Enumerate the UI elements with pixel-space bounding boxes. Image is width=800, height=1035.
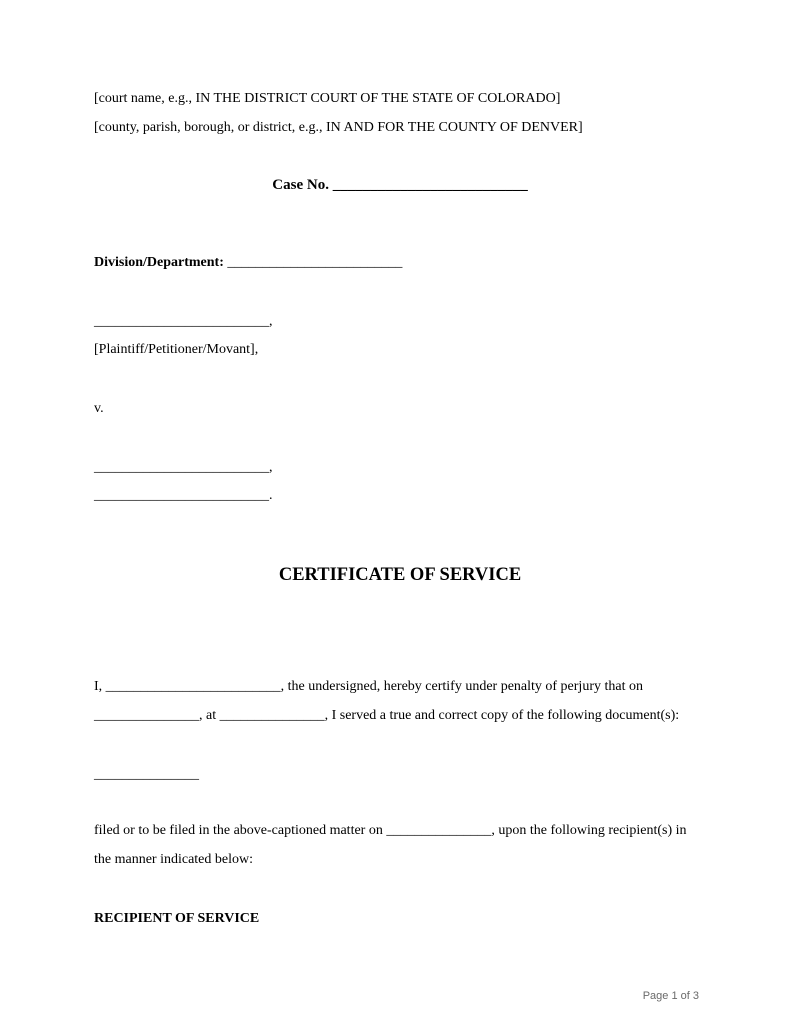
certify-line-1: I, _________________________, the undersigned, hereby certify under penalty of perjury that on — [94, 679, 643, 694]
court-name-line: [court name, e.g., IN THE DISTRICT COURT OF THE STATE OF COLORADO] — [94, 91, 561, 106]
page-number: Page 1 of 3 — [642, 990, 699, 1002]
division-label: Division/Department: — [94, 255, 224, 270]
filed-line-2: the manner indicated below: — [94, 852, 253, 867]
plaintiff-blank: _________________________, — [94, 314, 273, 329]
defendant-blank-2: _________________________. — [94, 488, 273, 503]
recipient-heading: RECIPIENT OF SERVICE — [94, 911, 260, 926]
document-blank: _______________ — [94, 767, 199, 782]
document-title: CERTIFICATE OF SERVICE — [278, 565, 522, 585]
defendant-blank-1: _________________________, — [94, 460, 273, 475]
filed-line-1: filed or to be filed in the above-captioned matter on _______________, upon the following recipient(s) in — [94, 823, 687, 838]
case-number: Case No. __________________________ — [272, 177, 528, 193]
county-line: [county, parish, borough, or district, e.g., IN AND FOR THE COUNTY OF DENVER] — [94, 120, 583, 135]
certify-line-2: _______________, at _______________, I served a true and correct copy of the following document(s): — [94, 708, 680, 723]
division-blank: _________________________ — [223, 255, 403, 270]
division-line — [94, 254, 402, 272]
versus: v. — [94, 401, 104, 416]
plaintiff-role: [Plaintiff/Petitioner/Movant], — [94, 342, 259, 357]
